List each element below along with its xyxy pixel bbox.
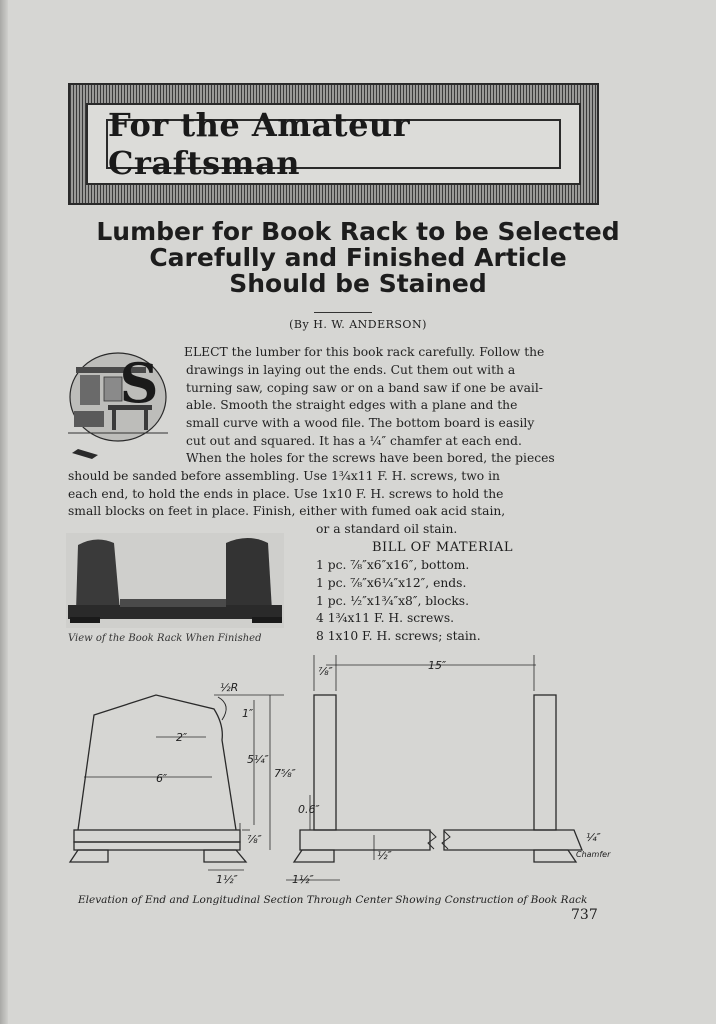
dim-label: 15″ — [428, 659, 447, 672]
dim-label: ⅞″ — [247, 833, 262, 846]
dim-label: 1½″ — [216, 873, 238, 886]
page-number: 737 — [571, 907, 598, 923]
dim-label: Chamfer — [576, 850, 611, 859]
dim-label: ½R — [220, 681, 239, 694]
bill-of-material — [316, 557, 606, 646]
text-line: each end, to hold the ends in place. Use 1x10 F. H. screws to hold the — [68, 486, 504, 501]
dim-label: 7⅝″ — [274, 767, 296, 780]
headline-line: Should be Stained — [229, 269, 487, 298]
drawing-caption: Elevation of End and Longitudinal Section Through Center Showing Construction of Book Rack — [78, 894, 588, 906]
book-rack-photo — [66, 533, 284, 628]
article-headline — [40, 219, 676, 297]
text-line: small blocks on feet in place. Finish, either with fumed oak acid stain, — [68, 504, 506, 519]
drop-cap: S — [119, 351, 159, 415]
banner-frame — [86, 103, 581, 185]
headline-line: Lumber for Book Rack to be Selected — [96, 217, 620, 246]
text-line: drawings in laying out the ends. Cut them out with a — [186, 362, 516, 377]
bill-item: 1 pc. ⅞″x6¼″x12″, ends. — [316, 575, 467, 590]
construction-drawing — [64, 645, 624, 895]
byline: (By H. W. ANDERSON) — [289, 318, 427, 331]
dim-label: 5¼″ — [247, 753, 269, 766]
dim-label: ¼″ — [586, 831, 601, 844]
bill-item: 1 pc. ½″x1¾″x8″, blocks. — [316, 593, 470, 608]
text-line: turning saw, coping saw or on a band saw if one be avail- — [186, 380, 543, 395]
headline-line: Carefully and Finished Article — [149, 243, 567, 272]
bill-item: 1 pc. ⅞″x6″x16″, bottom. — [316, 558, 470, 572]
bill-item: 8 1x10 F. H. screws; stain. — [316, 629, 481, 644]
header-banner — [68, 83, 599, 205]
article-paragraph-continued — [68, 450, 600, 521]
text-line: small curve with a wood file. The bottom board is easily — [186, 416, 535, 431]
dim-label: ⅞″ — [318, 665, 333, 678]
text-line: or a standard oil stain. — [316, 522, 458, 536]
dim-label: 1½″ — [292, 873, 314, 886]
dim-label: ½″ — [377, 849, 392, 862]
dim-label: 1″ — [242, 707, 254, 720]
bill-item: 4 1¾x11 F. H. screws. — [316, 611, 455, 626]
text-line: ELECT the lumber for this book rack carefully. Follow the — [184, 345, 545, 359]
page-spine — [0, 0, 8, 1024]
text-line: cut out and squared. It has a ¼″ chamfer at each end. — [186, 433, 522, 448]
dim-label: 6″ — [156, 772, 168, 785]
text-line: able. Smooth the straight edges with a plane and the — [186, 398, 518, 413]
article-paragraph — [186, 344, 600, 451]
text-line: When the holes for the screws have been bored, the pieces — [186, 451, 555, 465]
photo-caption: View of the Book Rack When Finished — [68, 633, 262, 644]
divider-rule — [314, 312, 372, 313]
bill-title: BILL OF MATERIAL — [372, 540, 513, 555]
dim-label: 0.6″ — [298, 803, 320, 816]
dim-label: 2″ — [176, 731, 188, 744]
section-title: For the Amateur Craftsman — [106, 119, 561, 169]
text-line: should be sanded before assembling. Use 1¾x11 F. H. screws, two in — [68, 468, 500, 483]
workshop-illustration — [68, 347, 174, 467]
